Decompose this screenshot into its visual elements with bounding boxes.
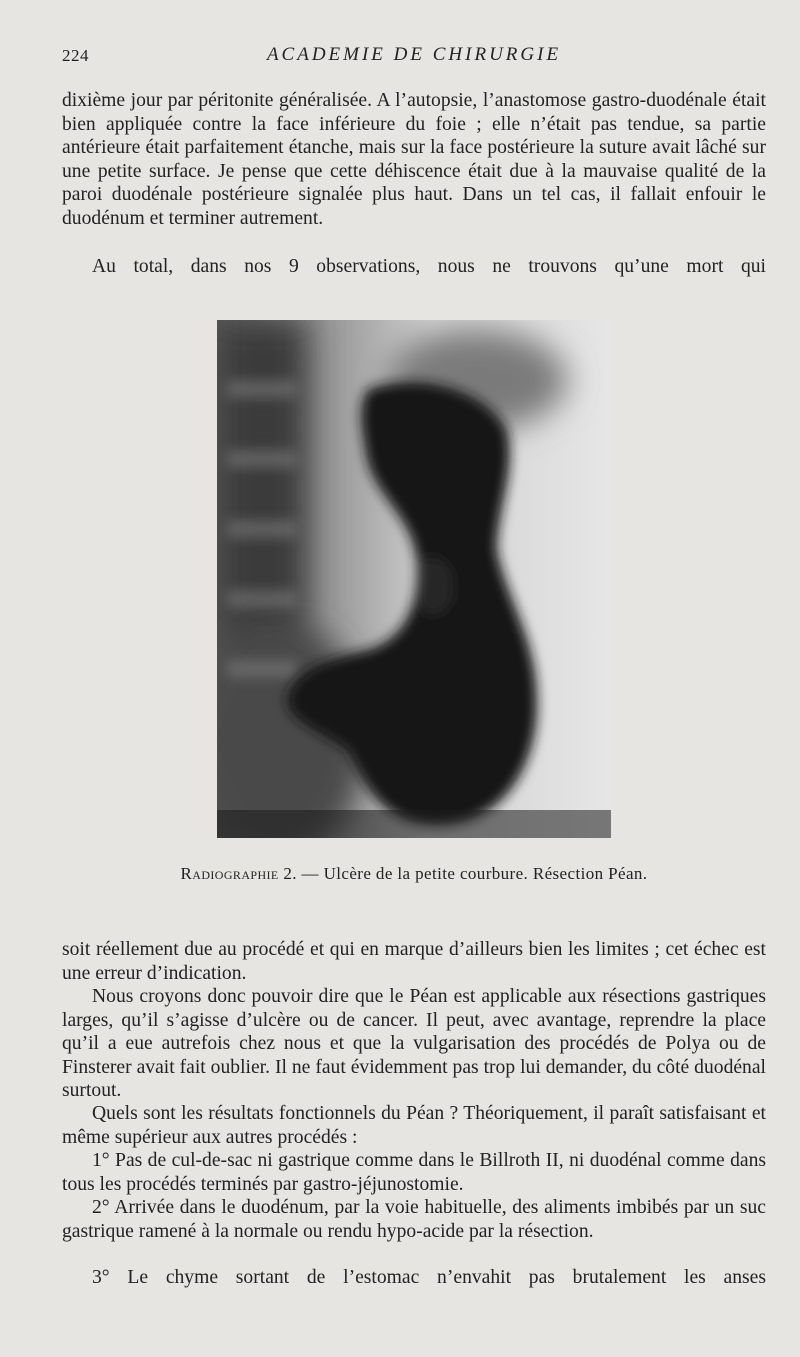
caption-label: Radiographie 2. (180, 864, 297, 883)
figure-caption (62, 864, 766, 884)
radiograph-figure (217, 320, 611, 838)
page-header (62, 44, 766, 70)
paragraph-2: Au total, dans nos 9 observations, nous ne trouvons qu’une mort qui (92, 256, 766, 277)
paragraph-3: soit réellement due au procédé et qui en marque d’ailleurs bien les limites ; cet échec est une erreur d’indication. (62, 939, 766, 984)
caption-text: — Ulcère de la petite courbure. Résection Péan. (296, 864, 648, 883)
paragraph-6: 1° Pas de cul-de-sac ni gastrique comme dans le Billroth II, ni duodénal comme dans tous les procédés terminés par gastro-jéjunostomie. (62, 1150, 766, 1195)
paragraph-1: dixième jour par péritonite généralisée. A l’autopsie, l’anastomose gastro-duodénale était bien appliquée contre la face inférieure du foie ; elle n’était pas tendue, sa partie antérieure était parfaitement étanche, mais sur la face postérieure la suture avait lâché sur une petite surface. Je pense que cette déhiscence était due à la mauvaise qualité de la paroi duodénale postérieure signalée plus haut. Dans un tel cas, il fallait enfouir le duodénum et terminer autrement. (62, 90, 766, 229)
radiograph-image (217, 320, 611, 838)
paragraph-4: Nous croyons donc pouvoir dire que le Péan est applicable aux résections gastriques larges, qu’il s’agisse d’ulcère ou de cancer. Il peut, avec avantage, reprendre la place qu’il a eue autrefois chez nous et que la vulgarisation des procédés de Polya ou de Finsterer avait fait oublier. Il ne faut évidemment pas trop lui demander, du côté duodénal surtout. (62, 986, 766, 1102)
paragraph-8: 3° Le chyme sortant de l’estomac n’envahit pas brutalement les anses (92, 1267, 766, 1288)
paragraph-5: Quels sont les résultats fonctionnels du Péan ? Théoriquement, il paraît satisfaisant et même supérieur aux autres procédés : (62, 1103, 766, 1148)
paragraph-7: 2° Arrivée dans le duodénum, par la voie habituelle, des aliments imbibés par un suc gastrique ramené à la normale ou rendu hypo-acide par la résection. (62, 1197, 766, 1242)
running-head: ACADEMIE DE CHIRURGIE (266, 44, 562, 65)
page-number: 224 (62, 46, 89, 65)
